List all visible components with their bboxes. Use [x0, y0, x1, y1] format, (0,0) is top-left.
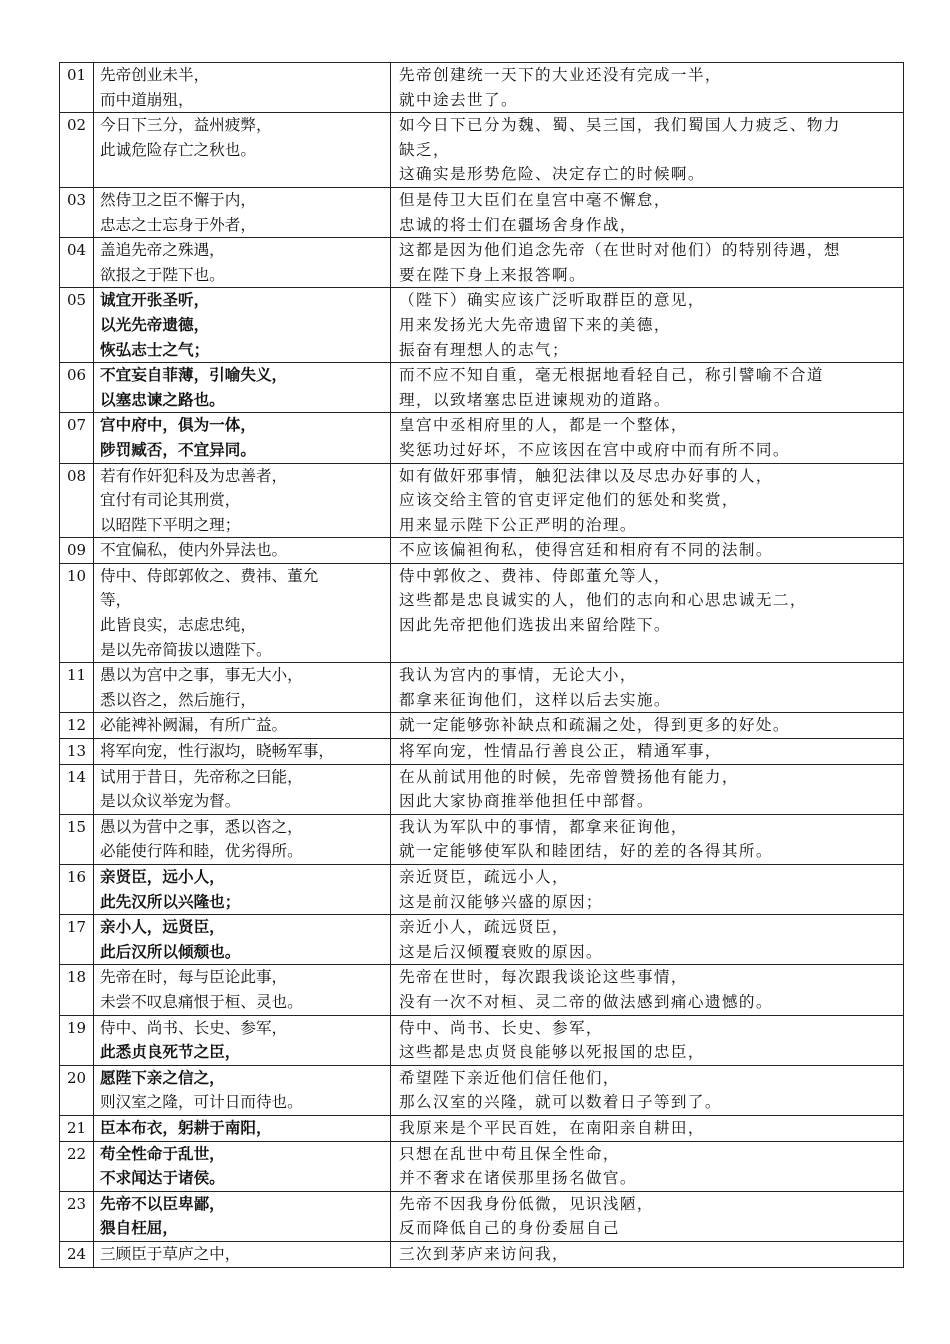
translation-text-cell — [391, 814, 904, 864]
translation-text-line: 并不奢求在诸侯那里扬名做官。 — [399, 1169, 637, 1188]
row-number: 15 — [60, 814, 94, 864]
row-number: 18 — [60, 965, 94, 1015]
translation-text-line: 皇宫中丞相府里的人，都是一个整体， — [399, 416, 688, 435]
translation-text-line: 应该交给主管的官吏评定他们的惩处和奖赏， — [399, 491, 739, 510]
original-text-line: 亲贤臣，远小人， — [100, 867, 225, 886]
original-text-line: 先帝创业未半， — [100, 66, 210, 84]
translation-table-body — [60, 63, 904, 1268]
translation-text-line: 我认为宫内的事情，无论大小， — [399, 666, 637, 685]
original-text-line: 三顾臣于草庐之中， — [100, 1244, 241, 1263]
table-row — [60, 663, 904, 713]
original-text-line: 以塞忠谏之路也。 — [100, 389, 225, 409]
original-text-line: 是以众议举宠为督。 — [100, 792, 241, 811]
original-text-line: 以光先帝遗德， — [100, 314, 210, 334]
translation-text-line: 这些都是忠贞贤良能够以死报国的忠臣， — [399, 1043, 705, 1062]
translation-text-line: 侍中、尚书、长史、参军， — [399, 1018, 603, 1037]
table-row — [60, 238, 904, 288]
original-text-cell — [94, 238, 391, 288]
translation-text-line: 不应该偏袒徇私，使得宫廷和相府有不同的法制。 — [399, 541, 773, 560]
original-text-line: 陟罚臧否，不宜异同。 — [100, 439, 256, 459]
table-row — [60, 1191, 904, 1241]
original-text-line: 恢弘志士之气； — [100, 339, 210, 359]
row-number: 13 — [60, 739, 94, 765]
original-text-line: 此先汉所以兴隆也； — [100, 891, 241, 911]
original-text-line: 然侍卫之臣不懈于内， — [100, 190, 256, 209]
translation-text-line: 没有一次不对桓、灵二帝的做法感到痛心遗憾的。 — [399, 992, 773, 1011]
original-text-cell — [94, 363, 391, 413]
original-text-cell — [94, 663, 391, 713]
translation-text-line: 要在陛下身上来报答啊。 — [399, 265, 586, 284]
translation-text-cell — [391, 915, 904, 965]
translation-text-line: 我原来是个平民百姓，在南阳亲自耕田， — [399, 1118, 705, 1137]
original-text-line: 等， — [100, 591, 132, 610]
translation-text-line: 而不应不知自重，毫无根据地看轻自己，称引譬喻不合道 — [399, 366, 824, 385]
table-row — [60, 288, 904, 363]
translation-text-cell — [391, 538, 904, 564]
translation-text-line: 都拿来征询他们，这样以后去实施。 — [399, 690, 671, 709]
translation-text-line: 振奋有理想人的志气； — [399, 340, 569, 359]
original-text-cell — [94, 814, 391, 864]
original-text-line: 愚以为宫中之事，事无大小， — [100, 666, 303, 685]
translation-text-line: 用来显示陛下公正严明的治理。 — [399, 515, 637, 534]
original-text-cell — [94, 463, 391, 538]
row-number: 09 — [60, 538, 94, 564]
translation-text-line: 在从前试用他的时候，先帝曾赞扬他有能力， — [399, 767, 739, 786]
row-number: 01 — [60, 63, 94, 113]
translation-text-cell — [391, 1015, 904, 1065]
translation-text-cell — [391, 113, 904, 188]
original-text-line: 先帝不以臣卑鄙， — [100, 1193, 225, 1213]
row-number: 03 — [60, 187, 94, 237]
row-number: 23 — [60, 1191, 94, 1241]
original-text-line: 欲报之于陛下也。 — [100, 265, 225, 284]
original-text-line: 苟全性命于乱世， — [100, 1143, 225, 1163]
original-text-line: 以昭陛下平明之理； — [100, 515, 241, 534]
table-row — [60, 413, 904, 463]
original-text-line: 盖追先帝之殊遇， — [100, 241, 225, 260]
original-text-cell — [94, 1015, 391, 1065]
table-row — [60, 538, 904, 564]
translation-text-cell — [391, 563, 904, 662]
original-text-line: 将军向宠，性行淑均，晓畅军事， — [100, 742, 334, 761]
original-text-cell — [94, 965, 391, 1015]
translation-text-cell — [391, 363, 904, 413]
row-number: 02 — [60, 113, 94, 188]
original-text-cell — [94, 63, 391, 113]
original-text-cell — [94, 1115, 391, 1141]
row-number: 12 — [60, 713, 94, 739]
translation-text-line: 就一定能够弥补缺点和疏漏之处，得到更多的好处。 — [399, 716, 790, 735]
original-text-line: 未尝不叹息痛恨于桓、灵也。 — [100, 992, 303, 1011]
row-number: 14 — [60, 764, 94, 814]
translation-text-cell — [391, 663, 904, 713]
row-number: 06 — [60, 363, 94, 413]
original-text-line: 不求闻达于诸侯。 — [100, 1168, 225, 1188]
original-text-cell — [94, 187, 391, 237]
translation-text-line: 就中途去世了。 — [399, 90, 518, 109]
original-text-cell — [94, 1065, 391, 1115]
original-text-cell — [94, 713, 391, 739]
original-text-line: 亲小人，远贤臣， — [100, 917, 225, 937]
translation-text-line: 先帝创建统一天下的大业还没有完成一半， — [399, 66, 722, 84]
translation-text-cell — [391, 713, 904, 739]
translation-text-line: 亲近小人，疏远贤臣， — [399, 918, 569, 937]
original-text-cell — [94, 1191, 391, 1241]
table-row — [60, 915, 904, 965]
original-text-cell — [94, 865, 391, 915]
table-row — [60, 965, 904, 1015]
original-text-line: 侍中、尚书、长史、参军， — [100, 1018, 288, 1037]
translation-text-line: 忠诚的将士们在疆场舍身作战， — [399, 215, 637, 234]
translation-text-line: 三次到茅庐来访问我， — [399, 1244, 569, 1263]
row-number: 10 — [60, 563, 94, 662]
translation-text-cell — [391, 1065, 904, 1115]
translation-text-cell — [391, 1141, 904, 1191]
original-text-cell — [94, 1241, 391, 1267]
translation-text-line: 先帝在世时，每次跟我谈论这些事情， — [399, 968, 688, 987]
original-text-line: 侍中、侍郎郭攸之、费祎、董允 — [100, 566, 319, 585]
table-row — [60, 187, 904, 237]
row-number: 22 — [60, 1141, 94, 1191]
original-text-line: 愚以为营中之事，悉以咨之， — [100, 817, 303, 836]
original-text-line: 先帝在时，每与臣论此事， — [100, 968, 288, 987]
original-text-line: 是以先帝简拔以遗陛下。 — [100, 640, 272, 659]
translation-text-cell — [391, 413, 904, 463]
table-row — [60, 463, 904, 538]
translation-text-line: 奖惩功过好坏，不应该因在宫中或府中而有所不同。 — [399, 440, 790, 459]
row-number: 19 — [60, 1015, 94, 1065]
original-text-line: 而中道崩殂， — [100, 90, 194, 109]
table-row — [60, 63, 904, 113]
translation-text-line: 如有做奸邪事情，触犯法律以及尽忠办好事的人， — [399, 466, 773, 485]
translation-text-line: 但是侍卫大臣们在皇宫中毫不懈怠， — [399, 190, 671, 209]
translation-text-cell — [391, 187, 904, 237]
translation-text-cell — [391, 865, 904, 915]
translation-text-cell — [391, 764, 904, 814]
table-row — [60, 739, 904, 765]
original-text-cell — [94, 288, 391, 363]
original-text-line: 忠志之士忘身于外者， — [100, 215, 256, 234]
original-text-cell — [94, 915, 391, 965]
table-row — [60, 814, 904, 864]
table-row — [60, 865, 904, 915]
translation-text-line: 那么汉室的兴隆，就可以数着日子等到了。 — [399, 1093, 722, 1112]
translation-text-line: 就一定能够使军队和睦团结，好的差的各得其所。 — [399, 842, 773, 861]
original-text-line: 此后汉所以倾颓也。 — [100, 941, 241, 961]
translation-text-line: 理，以致堵塞忠臣进谏规劝的道路。 — [399, 390, 671, 409]
table-row — [60, 1115, 904, 1141]
translation-text-cell — [391, 1115, 904, 1141]
translation-text-line: 因此先帝把他们选拔出来留给陛下。 — [399, 616, 671, 635]
table-row — [60, 764, 904, 814]
original-text-line: 此诚危险存亡之秋也。 — [100, 140, 256, 159]
original-text-cell — [94, 563, 391, 662]
row-number: 07 — [60, 413, 94, 463]
original-text-cell — [94, 1141, 391, 1191]
translation-text-line: 这确实是形势危险、决定存亡的时候啊。 — [399, 165, 705, 184]
table-row — [60, 1241, 904, 1267]
original-text-line: 悉以咨之，然后施行， — [100, 690, 256, 709]
table-row — [60, 1141, 904, 1191]
original-text-line: 此皆良实，志虑忠纯， — [100, 616, 256, 635]
original-text-line: 则汉室之隆，可计日而待也。 — [100, 1093, 303, 1112]
row-number: 20 — [60, 1065, 94, 1115]
original-text-line: 若有作奸犯科及为忠善者， — [100, 466, 288, 485]
row-number: 16 — [60, 865, 94, 915]
original-text-cell — [94, 538, 391, 564]
translation-text-cell — [391, 965, 904, 1015]
translation-text-cell — [391, 1191, 904, 1241]
row-number: 17 — [60, 915, 94, 965]
original-text-line: 必能裨补阙漏，有所广益。 — [100, 716, 288, 735]
row-number: 04 — [60, 238, 94, 288]
original-text-line: 此悉贞良死节之臣， — [100, 1042, 241, 1062]
translation-text-line: 这些都是忠良诚实的人，他们的志向和心思忠诚无二， — [399, 591, 807, 610]
original-text-line: 宫中府中，俱为一体， — [100, 415, 256, 435]
original-text-line: 猥自枉屈， — [100, 1218, 178, 1238]
original-text-line: 臣本布衣，躬耕于南阳， — [100, 1117, 272, 1137]
table-row — [60, 363, 904, 413]
translation-text-line: 因此大家协商推举他担任中部督。 — [399, 792, 654, 811]
row-number: 24 — [60, 1241, 94, 1267]
translation-text-cell — [391, 1241, 904, 1267]
translation-text-line: 用来发扬光大先帝遗留下来的美德， — [399, 315, 671, 334]
original-text-line: 宜付有司论其刑赏， — [100, 491, 241, 510]
original-text-cell — [94, 764, 391, 814]
translation-text-line: 如今日下已分为魏、蜀、吴三国，我们蜀国人力疲乏、物力 — [399, 116, 841, 135]
original-text-line: 必能使行阵和睦，优劣得所。 — [100, 842, 303, 861]
original-text-line: 试用于昔日，先帝称之曰能， — [100, 767, 303, 786]
translation-text-line: （陛下）确实应该广泛听取群臣的意见， — [399, 291, 705, 310]
translation-text-cell — [391, 288, 904, 363]
translation-text-cell — [391, 739, 904, 765]
translation-text-line: 希望陛下亲近他们信任他们， — [399, 1068, 620, 1087]
table-row — [60, 563, 904, 662]
translation-table — [59, 62, 904, 1268]
translation-text-line: 这都是因为他们追念先帝（在世时对他们）的特别待遇，想 — [399, 241, 841, 260]
translation-text-line: 侍中郭攸之、费祎、侍郎董允等人， — [399, 566, 671, 585]
row-number: 11 — [60, 663, 94, 713]
translation-text-cell — [391, 463, 904, 538]
table-row — [60, 713, 904, 739]
original-text-cell — [94, 413, 391, 463]
table-row — [60, 1015, 904, 1065]
table-row — [60, 113, 904, 188]
row-number: 05 — [60, 288, 94, 363]
row-number: 08 — [60, 463, 94, 538]
translation-text-cell — [391, 238, 904, 288]
translation-text-line: 将军向宠，性情品行善良公正，精通军事， — [399, 742, 722, 761]
translation-text-cell — [391, 63, 904, 113]
translation-text-line: 只想在乱世中苟且保全性命， — [399, 1144, 620, 1163]
translation-text-line: 这是前汉能够兴盛的原因； — [399, 892, 603, 911]
table-row — [60, 1065, 904, 1115]
translation-text-line: 亲近贤臣，疏远小人， — [399, 868, 569, 886]
row-number: 21 — [60, 1115, 94, 1141]
translation-text-line: 先帝不因我身份低微，见识浅陋， — [399, 1194, 654, 1213]
translation-text-line: 缺乏， — [399, 140, 450, 159]
translation-text-line: 我认为军队中的事情，都拿来征询他， — [399, 817, 688, 836]
translation-text-line: 这是后汉倾覆衰败的原因。 — [399, 942, 603, 961]
translation-text-line: 反而降低自己的身份委屈自己 — [399, 1219, 620, 1238]
original-text-cell — [94, 739, 391, 765]
original-text-line: 不宜妄自菲薄，引喻失义， — [100, 365, 288, 385]
original-text-cell — [94, 113, 391, 188]
original-text-line: 不宜偏私，使内外异法也。 — [100, 541, 288, 560]
original-text-line: 诚宜开张圣听， — [100, 290, 210, 310]
original-text-line: 愿陛下亲之信之， — [100, 1067, 225, 1087]
original-text-line: 今日下三分，益州疲弊， — [100, 116, 272, 135]
